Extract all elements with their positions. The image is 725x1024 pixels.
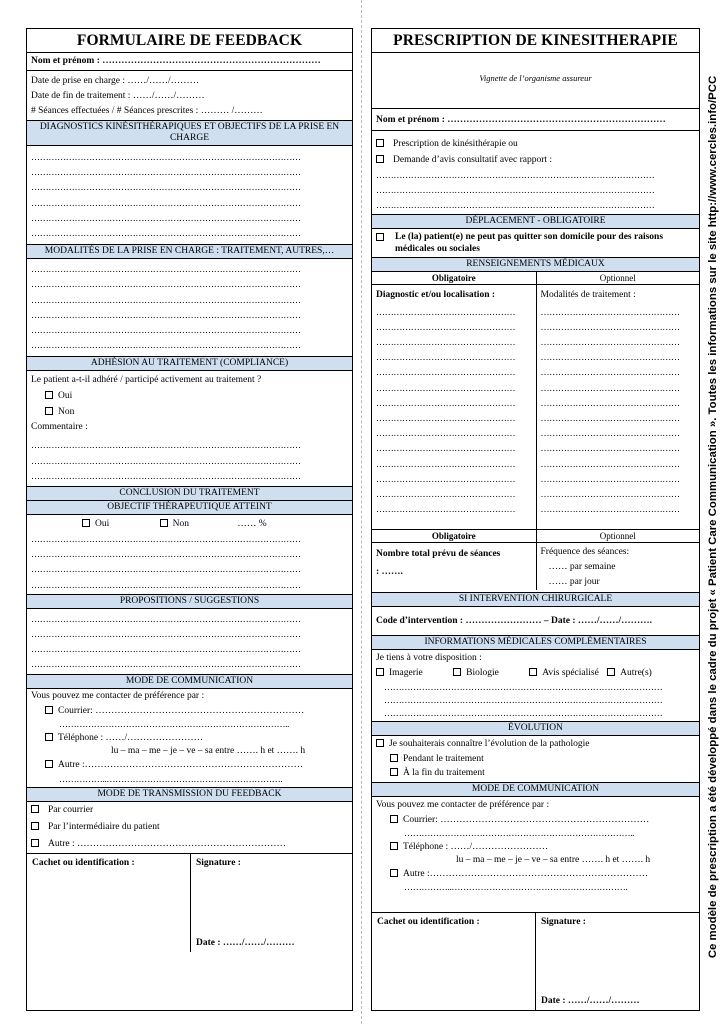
transmission-courrier-checkbox[interactable]: Par courrier	[27, 802, 352, 819]
adhesion-non-checkbox[interactable]: Non	[27, 404, 352, 420]
info-lines[interactable]: …………………………………………………………………………………… …………………………………………………………………………………… ……………………………………………………………………………………	[384, 681, 663, 718]
modalites-label: Modalités de traitement :	[540, 289, 636, 300]
feedback-title: FORMULAIRE DE FEEDBACK	[27, 29, 352, 53]
checkbox-icon	[390, 768, 398, 776]
name-field[interactable]: Nom et prénom : ……………………………………………………………	[372, 109, 699, 131]
autres-checkbox[interactable]: Autre(s)	[607, 668, 652, 678]
checkbox-icon	[82, 519, 90, 527]
checkbox-icon	[390, 842, 398, 850]
modalities-lines[interactable]: ………………………………………………………………………………… ………………………………………………………………………………… ………………………………………………………………………………… ………………………………………………………………………………… ………………………………………………………………………………… …………………………………………………………………………………	[31, 264, 301, 351]
checkbox-icon	[45, 706, 53, 714]
per-week-field[interactable]: …… par semaine	[548, 561, 616, 572]
courrier-checkbox[interactable]: Courrier: …………………………………………………………	[372, 813, 699, 827]
checkbox-icon	[45, 760, 53, 768]
diagnostics-band: DIAGNOSTICS KINÉSITHÉRAPIQUES ET OBJECTIFS DE LA PRISE EN CHARGE	[27, 120, 352, 146]
conclusion-lines[interactable]: ………………………………………………………………………………… ………………………………………………………………………………… ………………………………………………………………………………… …………………………………………………………………………………	[31, 534, 301, 590]
evolution-band: ÉVOLUTION	[372, 721, 699, 736]
prescription-checkbox[interactable]: Prescription de kinésithérapie ou	[372, 136, 699, 152]
checkbox-icon	[376, 155, 384, 163]
checkbox-icon	[529, 668, 537, 676]
avis-checkbox[interactable]: Avis spécialisé	[529, 668, 599, 678]
checkbox-icon	[376, 139, 384, 147]
prescription-form	[371, 28, 700, 1011]
biologie-checkbox[interactable]: Biologie	[453, 668, 499, 678]
insurer-sticker-area: Vignette de l’organisme assureur	[372, 53, 699, 109]
checkbox-icon	[453, 668, 461, 676]
per-day-field[interactable]: …… par jour	[548, 576, 600, 587]
consultation-checkbox[interactable]: Demande d’avis consultatif avec rapport :	[372, 152, 699, 168]
autre-checkbox[interactable]: Autre :……………………………………………………………	[372, 867, 699, 881]
deplacement-checkbox[interactable]: Le (la) patient(e) ne peut pas quitter son domicile pour des raisons médicales ou sociales	[372, 229, 699, 257]
checkbox-icon	[31, 822, 39, 830]
communication-band: MODE DE COMMUNICATION	[27, 674, 352, 689]
checkbox-icon	[160, 519, 168, 527]
checkbox-icon	[45, 391, 53, 399]
checkbox-icon	[376, 668, 384, 676]
checkbox-icon	[390, 754, 398, 762]
prescription-title: PRESCRIPTION DE KINESITHERAPIE	[372, 29, 699, 53]
comment-label: Commentaire :	[31, 422, 88, 433]
credits-text: Ce modèle de prescription a été développé dans le cadre du projet « Patient Care Communication ». Toutes les informations sur le site http://www.cercles.info/PCC	[707, 75, 719, 959]
checkbox-icon	[390, 815, 398, 823]
checkbox-icon	[45, 733, 53, 741]
propositions-band: PROPOSITIONS / SUGGESTIONS	[27, 594, 352, 609]
fold-line	[361, 0, 362, 1024]
sessions-field[interactable]: # Séances effectuées / # Séances prescrites : ……… /………	[31, 106, 263, 116]
checkbox-icon	[31, 839, 39, 847]
name-field[interactable]: Nom et prénom : ……………………………………………………………	[27, 53, 352, 71]
objective-percent-field[interactable]: …… %	[237, 519, 267, 530]
frequency-label: Fréquence des séances:	[540, 546, 630, 557]
intervention-code-field[interactable]: Code d’intervention : …………………… – Date : ……/……/……….	[376, 615, 653, 626]
stamp-field[interactable]: Cachet ou identification :	[27, 854, 191, 952]
total-sessions-field[interactable]: Nombre total prévu de séances : …….	[376, 548, 501, 577]
adhesion-band: ADHÉSION AU TRAITEMENT (COMPLIANCE)	[27, 356, 352, 371]
evolution-fin-checkbox[interactable]: À la fin du traitement	[372, 766, 699, 780]
courrier-line-2[interactable]: ……………………………………………………………………..	[404, 827, 635, 838]
optionnel-header-2: Optionnel	[537, 530, 700, 543]
signature-field[interactable]: Signature : Date : ……/……/………	[196, 857, 295, 948]
telephone-days[interactable]: lu – ma – me – je – ve – sa entre ……. h et ……. h	[456, 854, 651, 865]
checkbox-icon	[376, 233, 384, 241]
obligatoire-header: Obligatoire	[372, 272, 536, 285]
disposition-label: Je tiens à votre disposition :	[376, 652, 482, 663]
evolution-pendant-checkbox[interactable]: Pendant le traitement	[372, 753, 699, 766]
adhesion-oui-checkbox[interactable]: Oui	[27, 388, 352, 404]
contact-intro: Vous pouvez me contacter de préférence par :	[376, 799, 550, 810]
checkbox-icon	[31, 805, 39, 813]
courrier-line-2[interactable]: ……………………………………………………………………..	[59, 718, 290, 729]
surgery-band: SI INTERVENTION CHIRURGICALE	[372, 592, 699, 607]
autre-line-2[interactable]: ……………..…………………………………………………….	[404, 881, 628, 892]
signature-date-field[interactable]: Date : ……/……/………	[196, 937, 295, 948]
modalites-lines[interactable]: ………………………………………… ………………………………………… ………………………………………… ………………………………………… ………………………………………… ………………………………………… ………………………………………… ………………………………………… ………………………………………… ………………………………………… ………………………………………… ………………………………………… ………………………………………… …………………………………………	[540, 306, 680, 515]
autre-checkbox[interactable]: Autre :……………………………………………………………	[27, 758, 352, 773]
comment-lines[interactable]: ………………………………………………………………………………… ………………………………………………………………………………… …………………………………………………………………………………	[31, 440, 301, 481]
diagnostics-lines[interactable]: ………………………………………………………………………………… ………………………………………………………………………………… ………………………………………………………………………………… ………………………………………………………………………………… ………………………………………………………………………………… …………………………………………………………………………………	[31, 152, 301, 239]
diagnostic-label: Diagnostic et/ou localisation :	[376, 289, 496, 300]
obligatoire-header-2: Obligatoire	[372, 530, 536, 543]
checkbox-icon	[45, 407, 53, 415]
objective-oui-checkbox[interactable]: Oui	[82, 519, 109, 529]
transmission-patient-checkbox[interactable]: Par l’intermédiaire du patient	[27, 819, 352, 836]
checkbox-icon	[390, 869, 398, 877]
objective-non-checkbox[interactable]: Non	[160, 519, 189, 529]
diagnostic-lines[interactable]: ………………………………………… ………………………………………… ………………………………………… ………………………………………… ………………………………………… ………………………………………… ………………………………………… ………………………………………… ………………………………………… ………………………………………… ………………………………………… ………………………………………… ………………………………………… …………………………………………	[376, 306, 516, 515]
feedback-form	[26, 28, 353, 1011]
signature-date-field[interactable]: Date : ……/……/………	[541, 996, 640, 1006]
contact-intro: Vous pouvez me contacter de préférence par :	[31, 690, 205, 701]
credits-sidebar	[704, 22, 722, 1012]
imagerie-checkbox[interactable]: Imagerie	[376, 668, 423, 678]
telephone-days[interactable]: lu – ma – me – je – ve – sa entre ……. h et ……. h	[111, 745, 306, 756]
adhesion-question: Le patient a-t-il adhéré / participé activement au traitement ?	[31, 375, 262, 386]
propositions-lines[interactable]: ………………………………………………………………………………… ………………………………………………………………………………… ………………………………………………………………………………… …………………………………………………………………………………	[31, 613, 301, 670]
checkbox-icon	[376, 739, 384, 747]
transmission-band: MODE DE TRANSMISSION DU FEEDBACK	[27, 787, 352, 802]
telephone-checkbox[interactable]: Téléphone : ……/……………………	[372, 840, 699, 854]
signature-field[interactable]: Signature : Date : ……/……/………	[541, 917, 640, 1006]
start-date-field[interactable]: Date de prise en charge : ……/……/………	[31, 76, 200, 86]
autre-line-2[interactable]: ……………..…………………………………………………….	[59, 773, 283, 784]
modalities-band: MODALITÉS DE LA PRISE EN CHARGE : TRAITEMENT, AUTRES,…	[27, 244, 352, 259]
conclusion-band: CONCLUSION DU TRAITEMENT	[27, 486, 352, 501]
objective-band: OBJECTIF THÉRAPEUTIQUE ATTEINT	[27, 501, 352, 515]
end-date-field[interactable]: Date de fin de traitement : ……/……/………	[31, 91, 205, 101]
evolution-checkbox[interactable]: Je souhaiterais connaître l’évolution de la pathologie	[372, 736, 699, 753]
transmission-autre-checkbox[interactable]: Autre : …………………………………………………………	[27, 836, 352, 853]
telephone-checkbox[interactable]: Téléphone : ……/……………………	[27, 731, 352, 745]
renseignements-band: RENSEIGNEMENTS MÉDICAUX	[372, 257, 699, 272]
communication-band: MODE DE COMMUNICATION	[372, 782, 699, 797]
request-lines[interactable]: …………………………………………………………………………………… …………………………………………………………………………………… ……………………………………………………………………………………	[376, 170, 655, 211]
deplacement-band: DÉPLACEMENT - OBLIGATOIRE	[372, 214, 699, 229]
courrier-checkbox[interactable]: Courrier: …………………………………………………………	[27, 704, 352, 718]
stamp-field[interactable]: Cachet ou identification :	[372, 913, 536, 1010]
checkbox-icon	[607, 668, 615, 676]
info-band: INFORMATIONS MÉDICALES COMPLÉMENTAIRES	[372, 635, 699, 650]
optionnel-header: Optionnel	[537, 272, 700, 285]
